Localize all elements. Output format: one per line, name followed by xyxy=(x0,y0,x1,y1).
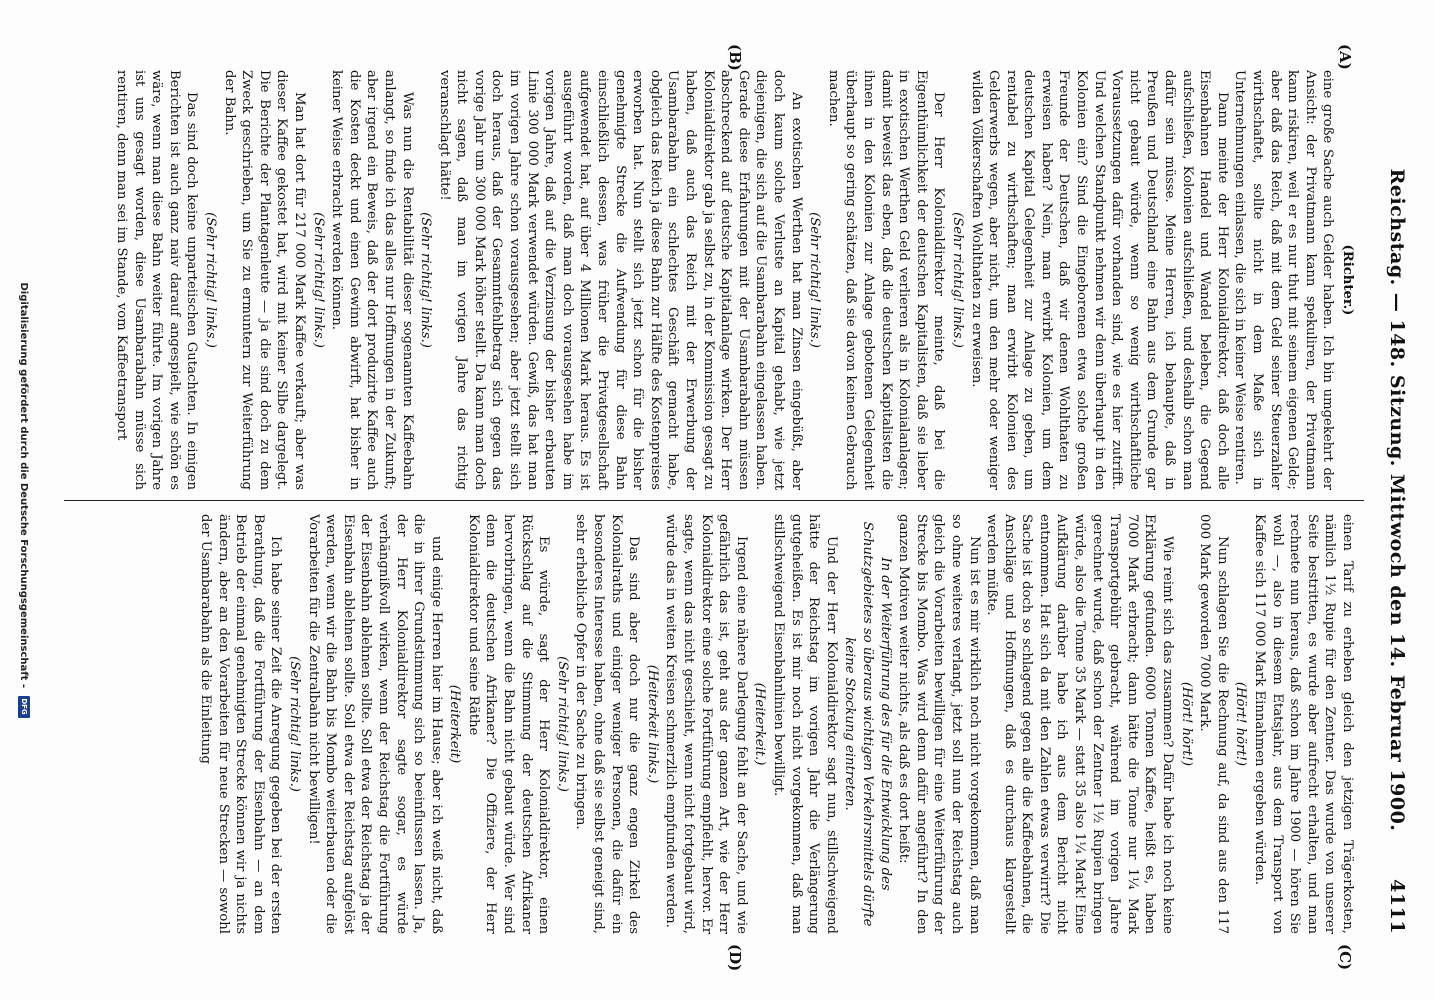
paragraph: Irgend eine nähere Darlegung fehlt an der Sache, und wie gefährlich das ist, geht aus der ganzen Art, wie der Herr Kolonialdirektor eine solche Fortführung empfiehlt, hervor. Er sagte, wenn das nicht geschieht, wenn nicht fortgebaut wird, würde das in weiten Kreisen schmerzlich empfunden werden. xyxy=(663,514,749,934)
quotation: In der Weiterführung des für die Entwicklung des Schutzgebietes so überaus wichtigen Verkehrsmittels dürfte keine Stockung eintreten. xyxy=(842,521,893,927)
paragraph: eine große Sache auch Gelder haben. Ich bin umgekehrt der Ansicht: der Privatmann kann spekuliren, der Privatmann kann riskiren, weil er es nur thut mit seinem eigenen Gelde; aber daß das Reich, daß mit dem Geld seiner Steuerzahler wirthschaftet, sollte nicht in dem Maße sich in Unternehmungen einlassen, die sich in keiner Weise rentiren. xyxy=(1232,70,1336,490)
audience-reaction: (Sehr richtig! links.) xyxy=(310,212,326,348)
paragraph: Dann meinte der Herr Kolonialdirektor, daß doch alle Eisenbahnen Handel und Wandel beleben, die Gegend aufschließen, Kolonien aufschließen, und deshalb schon man dafür sein müsse. Meine Herren, ich behaupte, daß in Preußen und Deutschland eine Bahn aus dem Grunde gar nicht gebaut würde, wenn so wenig wirthschaftliche Voraussetzungen dafür vorhanden sind, wie es hier zutrifft. Und welchen Standpunkt nehmen wir denn überhaupt in den Kolonien ein? Sind die Eingeborenen etwa solche großen Freunde der Deutschen, daß wir denen Wohlthaten zu erweisen haben? Nein, man erwirbt Kolonien, um dem deutschen Kapital Gelegenheit zur Anlage zu geben, um rentabel zu wirthschaften; man erwirbt Kolonien des Gelderwerbs wegen, aber nicht, um den mehr oder weniger wilden Völkerschaften Wohlthaten zu erweisen. xyxy=(968,70,1230,490)
paragraph: Was nun die Rentabilität dieser sogenannten Kaffeebahn anlangt, so finde ich das alles nur Hoffnungen in der Zukunft; aber irgend ein Beweis, daß der dort produzirte Kaffee auch die Kosten deckt und einen Gewinn abwirft, hat bisher in keiner Weise erbracht werden können. xyxy=(329,70,415,490)
digitization-credit xyxy=(18,0,30,1000)
paragraph: einen Tarif zu erheben gleich den jetzigen Trägerkosten, nämlich 1½ Rupie für den Zentner. Das wurde von unserer Seite bestritten, es wurde aber aufrecht erhalten, und man rechnete nun heraus, daß schon im Jahre 1900 — hören Sie wohl —, also in diesem Etatsjahr, aus dem Transport von Kaffee sich 117 000 Mark Einnahmen ergeben würden. xyxy=(1252,514,1355,934)
right-column xyxy=(66,514,1356,934)
page-number: 4111 xyxy=(1386,879,1408,934)
margin-marker-b: (B) xyxy=(726,44,744,71)
margin-marker-c: (C) xyxy=(1336,944,1354,971)
audience-reaction: (Hört! hört!) xyxy=(1233,681,1249,767)
audience-reaction: (Heiterkeit) xyxy=(447,684,463,764)
column-divider xyxy=(64,500,1364,501)
paragraph: An exotischen Werthen hat man Zinsen eingebüßt, aber doch kaum solche Verluste an Kapital gehabt, wie jetzt diejenigen, die sich auf die Usambarabahn eingelassen haben. Gerade diese Erfahrungen mit der Usambarabahn müssen abschreckend auf deutsche Kapitalanlage wirken. Der Herr Kolonialdirektor gab ja selbst zu, in der Kommission gesagt zu haben, daß auch das Reich mit der Erwerbung der Usambarabahn ein schlechtes Geschäft gemacht habe, obgleich das Reich ja diese Bahn zur Hälfte des Kostenpreises erworben hat. Nun stellt sich jetzt schon für die bisher genehmigte Strecke die Aufwendung für diese Bahn einschließlich dessen, was früher die Privatgesellschaft aufgewendet hat, auf über 4 Millionen Mark heraus. Es ist ausgeführt worden, daß man doch vorausgesehen habe im vorigen Jahre, daß auf die Verzinsung der bisher erbauten Linie 300 000 Mark verwendet würden. Gewiß, das hat man im vorigen Jahre schon vorausgesehen; aber jetzt stellt sich doch heraus, daß der Gesammtfehlbetrag sich gegen das vorige Jahr um 300 000 Mark höher stellt. Da kann man doch nicht sagen, daß man im vorigen Jahre das richtig veranschlagt hätte! xyxy=(436,70,804,490)
audience-reaction: (Heiterkeit links.) xyxy=(644,664,660,784)
audience-reaction: (Heiterkeit.) xyxy=(752,682,768,766)
audience-reaction: (Sehr richtig! links.) xyxy=(949,212,965,348)
audience-reaction: (Sehr richtig! links.) xyxy=(554,656,570,792)
header-title: Reichstag. — 148. Sitzung. Mittwoch den 14. Februar 1900. xyxy=(1386,168,1408,832)
audience-reaction: (Sehr richtig! links.) xyxy=(203,212,218,348)
audience-reaction: (Sehr richtig! links.) xyxy=(286,656,302,792)
paragraph: Nun schlagen Sie die Rechnung auf, da sind aus den 117 000 Mark geworden 7000 Mark. xyxy=(1197,514,1230,934)
dfg-logo-icon: DFG xyxy=(18,696,30,718)
audience-reaction: (Sehr richtig! links.) xyxy=(807,212,823,348)
margin-marker-d: (D) xyxy=(726,944,744,972)
speaker-name: (Richter.) xyxy=(1340,244,1355,316)
paragraph: Man hat dort für 217 000 Mark Kaffee verkauft; aber was dieser Kaffee gekostet hat, wird mit keiner Silbe dargelegt. Die Berichte der Plantagenleute — ja die sind doch zu dem Zweck geschrieben, um Sie zu ermuntern zur Weiterführung der Bahn. xyxy=(221,70,307,490)
left-column xyxy=(66,70,1356,490)
paragraph: Und der Herr Kolonialdirektor sagt nun, stillschweigend hätte der Reichstag im vorigen Jahr die Verlängerung gutgeheißen. Es ist mir noch nicht vorgekommen, daß man stillschweigend Eisenbahnlinien bewilligt. xyxy=(771,514,839,934)
audience-reaction: (Sehr richtig! links.) xyxy=(418,212,434,348)
digitization-credit-text: Digitalisierung gefördert durch die Deutsche Forschungsgemeinschaft - xyxy=(18,282,29,689)
audience-reaction: (Hört! hört!) xyxy=(1178,681,1194,767)
paragraph: Das sind aber doch nur die ganz engen Zirkel des Kolonialraths und einiger weniger Personen, die dafür ein besonderes Interesse haben, ohne daß sie selbst geneigt sind, sehr erhebliche Opfer in der Sache zu bringen. xyxy=(573,514,642,934)
page-header xyxy=(1378,66,1412,934)
paragraph: und einige Herren hier im Hause; aber ich weiß nicht, daß die in ihrer Grundstimmung sich so beeinflussen lassen. Ja, der Herr Kolonialdirektor sagte sogar, es würde verhängnißvoll wirken, wenn der Reichstag die Fortführung der Eisenbahn ablehnen sollte. Soll etwa der Reichstag ja der Eisenbahn ablehnen sollte. Soll etwa der Reichstag aufgelöst werden, wenn wir die Bahn bis Mombo weiterbauen oder die Vorarbeiten für die Zentralbahn nicht bewilligen! xyxy=(305,514,444,934)
paragraph: Ich habe seiner Zeit die Anregung gegeben bei der ersten Berathung, daß die Fortführung der Eisenbahn — an dem Betrieb der einmal genehmigten Strecke können wir ja nichts ändern, aber an den Vorarbeiten für neue Strecken — sowohl der Usambarabahn als die Einleitung xyxy=(198,514,284,934)
paragraph: Der Herr Kolonialdirektor meinte, daß bei die Eigenthümlichkeit der deutschen Kapitalisten, daß sie lieber in exotischen Werthen Geld verlieren als in Kolonialanlagen; damit beweist das eben, daß die deutschen Kapitalisten die ihnen in den Kolonien zur Anlage gebotenen Gelegenheit überhaupt so gering schätzen, daß sie davon keinen Gebrauch machen. xyxy=(825,70,947,490)
margin-marker-a: (A) xyxy=(1336,44,1354,70)
paragraph: Nun ist es mir wirklich noch nicht vorgekommen, daß man so ohne weiteres verlangt, jetzt soll nun der Reichstag auch gleich die Vorarbeiten bewilligen für eine Weiterführung der Strecke bis Mombo. Was wird denn dafür angeführt? In den ganzen Motiven weiter nichts, als daß es dort heißt: xyxy=(896,514,982,934)
paragraph: Das sind doch keine unparteiischen Gutachten. In einigen Berichten ist auch ganz naiv darauf angespielt, wie schön es wäre, wenn man diese Bahn weiter führte. Im vorigen Jahre ist uns gesagt worden, diese Usambarabahn müsse sich rentiren, denn man sei im Stande, vom Kaffeetransport xyxy=(114,70,200,490)
paragraph: Es würde, sagt der Herr Kolonialdirektor, einen Rückschlag auf die Stimmung der deutschen Afrikaner hervorbringen, wenn die Bahn nicht gebaut würde. Wer sind denn die deutschen Afrikaner? Die Offiziere, der Herr Kolonialdirektor und seine Räthe xyxy=(465,514,552,934)
paragraph: Wie reimt sich das zusammen? Dafür habe ich noch keine Erklärung gefunden. 6000 Tonnen Kaffee, heißt es, haben 7000 Mark erbracht; dann hätte die Tonne nur 1¼ Mark Transportgebühr gebracht, während im vorigen Jahre gerechnet wurde, daß schon der Zentner 1½ Rupien bringen würde, also die Tonne 35 Mark — statt 35 also 1¼ Mark! Eine Aufklärung darüber habe ich aus dem Bericht nicht entnommen. Hat sich da mit den Zahlen etwas verwirrt? Die Sache ist doch so schlagend gegen alle die Kaffeebahnen, die Anschläge und Hoffnungen, daß es durchaus klargestellt werden müßte. xyxy=(984,514,1176,934)
